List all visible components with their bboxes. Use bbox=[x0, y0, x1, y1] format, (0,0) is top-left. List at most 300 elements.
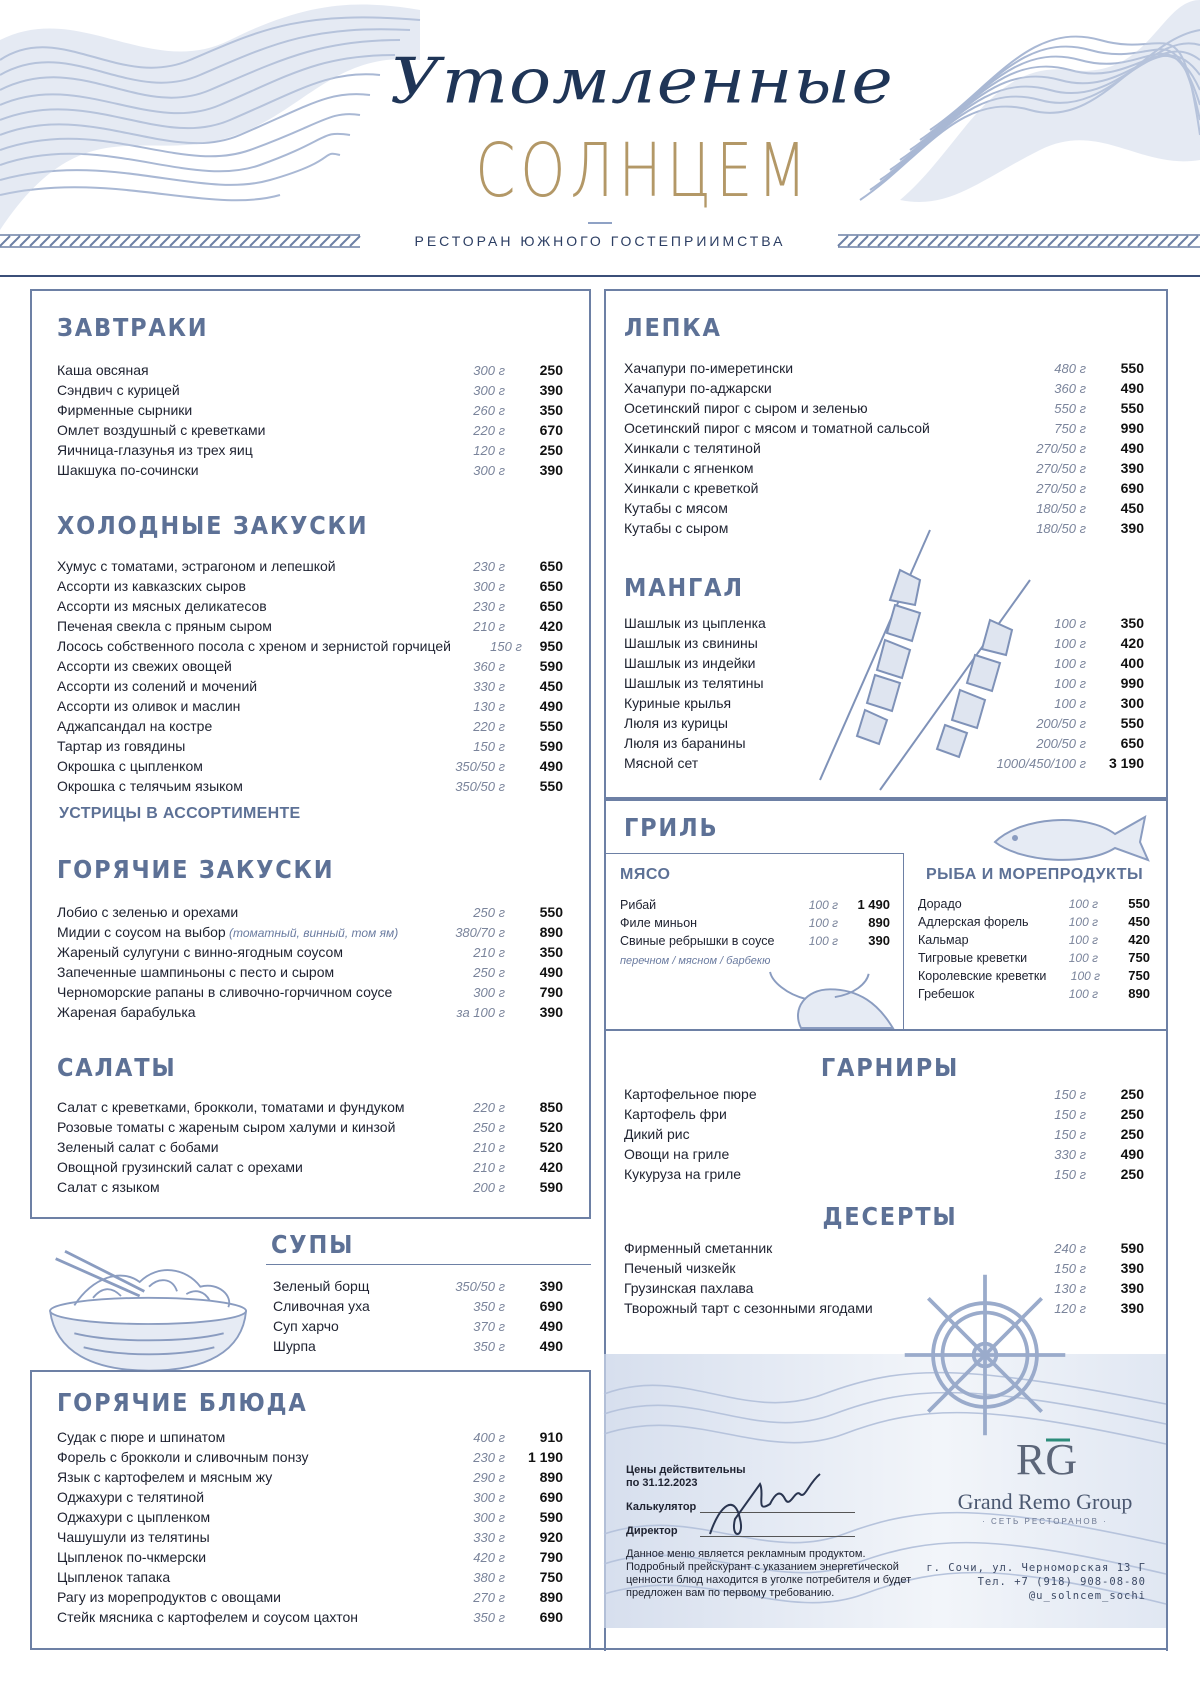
menu-item bbox=[57, 1099, 563, 1119]
menu-item-price: 590 bbox=[539, 1179, 563, 1195]
menu-item bbox=[57, 442, 563, 462]
menu-item-price: 350 bbox=[539, 402, 563, 418]
menu-item-price: 490 bbox=[539, 758, 563, 774]
menu-item-name: Рагу из морепродуктов с овощами bbox=[57, 1589, 281, 1605]
menu-item-weight: 300 г bbox=[473, 463, 505, 478]
menu-item bbox=[624, 480, 1144, 500]
menu-item bbox=[918, 932, 1150, 950]
restaurant-subtitle: РЕСТОРАН ЮЖНОГО ГОСТЕПРИИМСТВА bbox=[414, 233, 786, 249]
menu-item-weight: 300 г bbox=[473, 1510, 505, 1525]
section-title-soups: СУПЫ bbox=[271, 1230, 355, 1259]
menu-item-price: 550 bbox=[1120, 715, 1144, 731]
menu-item-price: 390 bbox=[1120, 1280, 1144, 1296]
menu-item-weight: 200 г bbox=[473, 1180, 505, 1195]
menu-item-price: 590 bbox=[539, 658, 563, 674]
menu-item-weight: 250 г bbox=[473, 965, 505, 980]
waves-illustration bbox=[0, 0, 420, 240]
menu-item-name: Жареный сулугуни с винно-ягодным соусом bbox=[57, 944, 343, 960]
menu-item-price: 1 190 bbox=[527, 1449, 563, 1465]
menu-item-name: Люля из курицы bbox=[624, 715, 728, 731]
menu-item-price: 520 bbox=[539, 1139, 563, 1155]
signature-mark bbox=[700, 1464, 830, 1544]
menu-item-price: 750 bbox=[539, 1569, 563, 1585]
menu-item-price: 650 bbox=[539, 558, 563, 574]
menu-item-price: 890 bbox=[539, 924, 563, 940]
menu-item bbox=[918, 896, 1150, 914]
menu-item-price: 390 bbox=[539, 1278, 563, 1294]
menu-item-price: 550 bbox=[539, 778, 563, 794]
menu-item-weight: 370 г bbox=[473, 1319, 505, 1334]
menu-item bbox=[624, 1106, 1144, 1126]
menu-list-lepka bbox=[624, 360, 1144, 540]
menu-item-name: Оджахури с цыпленком bbox=[57, 1509, 211, 1525]
oysters-note: УСТРИЦЫ В АССОРТИМЕНТЕ bbox=[59, 805, 301, 822]
menu-item bbox=[624, 715, 1144, 735]
menu-item bbox=[918, 986, 1150, 1004]
menu-item-price: 690 bbox=[539, 1489, 563, 1505]
menu-item-name: Овощной грузинский салат с орехами bbox=[57, 1159, 303, 1175]
menu-item-name: Грузинская пахлава bbox=[624, 1280, 754, 1296]
menu-item bbox=[57, 598, 563, 618]
menu-item bbox=[57, 1139, 563, 1159]
grill-fish-title: РЫБА И МОРЕПРОДУКТЫ bbox=[926, 866, 1144, 883]
menu-item-price: 390 bbox=[539, 462, 563, 478]
menu-item-weight: 350 г bbox=[473, 1299, 505, 1314]
menu-item-weight: 220 г bbox=[473, 423, 505, 438]
menu-item-price: 490 bbox=[1120, 440, 1144, 456]
menu-item-weight: 120 г bbox=[1054, 1301, 1086, 1316]
menu-item-price: 390 bbox=[539, 382, 563, 398]
menu-item-name: Чашушули из телятины bbox=[57, 1529, 210, 1545]
menu-item-name: Картофельное пюре bbox=[624, 1086, 757, 1102]
menu-list-soups bbox=[273, 1278, 563, 1358]
menu-item-name: Черноморские рапаны в сливочно-горчичном соусе bbox=[57, 984, 393, 1000]
menu-item bbox=[624, 1240, 1144, 1260]
menu-item-price: 390 bbox=[868, 933, 890, 948]
menu-item-price: 920 bbox=[539, 1529, 563, 1545]
menu-item-weight: 100 г bbox=[808, 916, 838, 930]
menu-item bbox=[57, 678, 563, 698]
menu-item bbox=[620, 933, 890, 951]
menu-item bbox=[624, 460, 1144, 480]
restaurant-script-title: Утомленные bbox=[390, 44, 894, 118]
menu-item bbox=[57, 1179, 563, 1199]
menu-item-weight: за 100 г bbox=[456, 1005, 505, 1020]
menu-item-weight: 290 г bbox=[473, 1470, 505, 1485]
menu-item-weight: 150 г bbox=[490, 639, 522, 654]
menu-header bbox=[0, 0, 1200, 262]
header-divider bbox=[0, 275, 1200, 277]
menu-item-name: Люля из баранины bbox=[624, 735, 746, 751]
menu-item bbox=[57, 778, 563, 798]
menu-item-name: Форель с брокколи и сливочным понзу bbox=[57, 1449, 309, 1465]
menu-item-weight: 130 г bbox=[473, 699, 505, 714]
menu-item-price: 250 bbox=[1120, 1126, 1144, 1142]
menu-item bbox=[57, 1569, 563, 1589]
soups-panel-border bbox=[266, 1264, 591, 1266]
menu-item-name: Ассорти из оливок и маслин bbox=[57, 698, 241, 714]
menu-item-name: Сливочная уха bbox=[273, 1298, 370, 1314]
menu-item-weight: 100 г bbox=[1068, 897, 1098, 911]
menu-item-weight: 330 г bbox=[473, 679, 505, 694]
menu-item-name: Цыпленок по-чкмерски bbox=[57, 1549, 207, 1565]
menu-item bbox=[57, 944, 563, 964]
menu-list-mains bbox=[57, 1429, 563, 1629]
menu-item-price: 250 bbox=[539, 442, 563, 458]
menu-item-weight: 270/50 г bbox=[1036, 441, 1086, 456]
menu-item-name: Гребешок bbox=[918, 987, 975, 1001]
menu-item-weight: 100 г bbox=[1054, 616, 1086, 631]
menu-item-name: Дикий рис bbox=[624, 1126, 690, 1142]
menu-item bbox=[57, 638, 563, 658]
menu-item-price: 490 bbox=[539, 1318, 563, 1334]
menu-item bbox=[918, 950, 1150, 968]
menu-item-name: Шакшука по-сочински bbox=[57, 462, 199, 478]
menu-item bbox=[57, 738, 563, 758]
menu-item-weight: 270 г bbox=[473, 1590, 505, 1605]
menu-item-name: Хинкали с телятиной bbox=[624, 440, 761, 456]
menu-item bbox=[57, 558, 563, 578]
menu-item bbox=[624, 1146, 1144, 1166]
menu-item-name: Овощи на гриле bbox=[624, 1146, 730, 1162]
menu-item-weight: 100 г bbox=[1068, 987, 1098, 1001]
menu-item-name: Лосось собственного посола с хреном и зернистой горчицей bbox=[57, 638, 451, 654]
section-title-garnish: ГАРНИРЫ bbox=[820, 1053, 960, 1082]
menu-item-name: Каша овсяная bbox=[57, 362, 149, 378]
menu-item-name: Шашлык из цыпленка bbox=[624, 615, 766, 631]
menu-item-price: 890 bbox=[1128, 986, 1150, 1001]
menu-item-price: 390 bbox=[1120, 460, 1144, 476]
waves-illustration bbox=[860, 0, 1200, 240]
menu-item-price: 400 bbox=[1120, 655, 1144, 671]
menu-item-price: 450 bbox=[1120, 500, 1144, 516]
menu-item bbox=[57, 578, 563, 598]
menu-item-name: Хинкали с креветкой bbox=[624, 480, 759, 496]
menu-list-mangal bbox=[624, 615, 1144, 775]
menu-item-price: 390 bbox=[1120, 1300, 1144, 1316]
menu-item-price: 650 bbox=[1120, 735, 1144, 751]
menu-item bbox=[624, 420, 1144, 440]
menu-item-name: Кутабы с сыром bbox=[624, 520, 729, 536]
menu-item bbox=[57, 1549, 563, 1569]
section-title-desserts: ДЕСЕРТЫ bbox=[822, 1202, 958, 1231]
section-title-breakfast: ЗАВТРАКИ bbox=[57, 313, 209, 342]
menu-item-name: Окрошка с телячьим языком bbox=[57, 778, 243, 794]
menu-item bbox=[57, 1589, 563, 1609]
menu-item-weight: 200/50 г bbox=[1036, 716, 1086, 731]
menu-item bbox=[624, 675, 1144, 695]
menu-item-weight: 210 г bbox=[473, 945, 505, 960]
menu-item bbox=[57, 1119, 563, 1139]
menu-item-weight: 300 г bbox=[473, 363, 505, 378]
menu-item-price: 790 bbox=[539, 1549, 563, 1565]
menu-item-weight: 250 г bbox=[473, 905, 505, 920]
menu-item-weight: 330 г bbox=[1054, 1147, 1086, 1162]
brand-tagline: · СЕТЬ РЕСТОРАНОВ · bbox=[982, 1517, 1108, 1526]
menu-item bbox=[624, 380, 1144, 400]
menu-item-name: Аджапсандал на костре bbox=[57, 718, 213, 734]
menu-item-weight: 750 г bbox=[1054, 421, 1086, 436]
menu-item bbox=[57, 618, 563, 638]
menu-item-name: Ассорти из солений и мочений bbox=[57, 678, 258, 694]
price-validity-line1: Цены действительны bbox=[626, 1464, 746, 1476]
menu-item-weight: 230 г bbox=[473, 1450, 505, 1465]
bottom-divider bbox=[30, 1648, 1168, 1650]
menu-item bbox=[624, 1086, 1144, 1106]
menu-list-breakfast bbox=[57, 362, 563, 482]
menu-item-name: Оджахури с телятиной bbox=[57, 1489, 205, 1505]
menu-item-price: 250 bbox=[1120, 1086, 1144, 1102]
price-validity-line2: по 31.12.2023 bbox=[626, 1477, 698, 1489]
menu-item-name: Осетинский пирог с сыром и зеленью bbox=[624, 400, 868, 416]
menu-item-weight: 380 г bbox=[473, 1570, 505, 1585]
menu-item-name: Шашлык из телятины bbox=[624, 675, 764, 691]
menu-item-weight: 360 г bbox=[473, 659, 505, 674]
calculator-label: Калькулятор bbox=[626, 1501, 697, 1513]
menu-item bbox=[57, 698, 563, 718]
rope-border bbox=[838, 234, 1200, 248]
menu-item-price: 490 bbox=[539, 964, 563, 980]
menu-item-price: 690 bbox=[539, 1609, 563, 1625]
menu-item-name: Стейк мясника с картофелем и соусом цахтон bbox=[57, 1609, 359, 1625]
menu-item-name: Адлерская форель bbox=[918, 915, 1029, 929]
menu-item-name: Яичница-глазунья из трех яиц bbox=[57, 442, 253, 458]
menu-list-grill-meat bbox=[620, 897, 890, 951]
menu-item bbox=[57, 1449, 563, 1469]
menu-item-price: 420 bbox=[539, 1159, 563, 1175]
menu-item-name: Печеная свекла с пряным сыром bbox=[57, 618, 272, 634]
menu-item-price: 3 190 bbox=[1108, 755, 1144, 771]
menu-item-name: Филе миньон bbox=[620, 916, 698, 930]
menu-item-weight: 480 г bbox=[1054, 361, 1086, 376]
menu-item-weight: 220 г bbox=[473, 1100, 505, 1115]
menu-item-weight: 270/50 г bbox=[1036, 481, 1086, 496]
menu-item-weight: 300 г bbox=[473, 579, 505, 594]
menu-item bbox=[624, 615, 1144, 635]
menu-item bbox=[57, 382, 563, 402]
menu-item-price: 450 bbox=[539, 678, 563, 694]
menu-item bbox=[624, 400, 1144, 420]
menu-item-name: Фирменный сметанник bbox=[624, 1240, 773, 1256]
menu-item-price: 490 bbox=[1120, 380, 1144, 396]
disclaimer-line-3: ценности блюд находится в уголке потребителя и будет bbox=[626, 1574, 912, 1586]
ribs-sauce-note: перечном / мясном / барбекю bbox=[620, 955, 771, 967]
menu-item-weight: 100 г bbox=[1054, 676, 1086, 691]
restaurant-social: @u_solncem_sochi bbox=[1028, 1590, 1146, 1602]
menu-item-price: 690 bbox=[539, 1298, 563, 1314]
fish-illustration bbox=[990, 812, 1150, 862]
menu-item-weight: 100 г bbox=[808, 898, 838, 912]
grill-meat-title: МЯСО bbox=[620, 866, 671, 883]
menu-item bbox=[624, 360, 1144, 380]
menu-item bbox=[57, 422, 563, 442]
menu-item-weight: 100 г bbox=[1054, 636, 1086, 651]
menu-item-name: Хачапури по-аджарски bbox=[624, 380, 772, 396]
ship-wheel-illustration bbox=[900, 1270, 1070, 1440]
menu-item-price: 550 bbox=[1120, 400, 1144, 416]
menu-item-weight: 120 г bbox=[473, 443, 505, 458]
menu-list-cold-starters bbox=[57, 558, 563, 798]
menu-item bbox=[273, 1298, 563, 1318]
menu-item-weight: 380/70 г bbox=[455, 925, 505, 940]
menu-item-weight: 220 г bbox=[473, 719, 505, 734]
menu-item bbox=[620, 897, 890, 915]
menu-item-price: 550 bbox=[1128, 896, 1150, 911]
menu-item-name: Шашлык из свинины bbox=[624, 635, 758, 651]
menu-item-name: Розовые томаты с жареным сыром халуми и кинзой bbox=[57, 1119, 396, 1135]
menu-item-price: 390 bbox=[1120, 520, 1144, 536]
menu-item-name: Рибай bbox=[620, 898, 657, 912]
menu-item-price: 390 bbox=[539, 1004, 563, 1020]
menu-item-price: 490 bbox=[1120, 1146, 1144, 1162]
menu-item-weight: 300 г bbox=[473, 985, 505, 1000]
menu-item-weight: 240 г bbox=[1054, 1241, 1086, 1256]
menu-item-price: 750 bbox=[1128, 968, 1150, 983]
menu-item-weight: 350/50 г bbox=[455, 779, 505, 794]
menu-item-name: Лобио с зеленью и орехами bbox=[57, 904, 239, 920]
menu-item-price: 910 bbox=[539, 1429, 563, 1445]
menu-item-weight: 250 г bbox=[473, 1120, 505, 1135]
menu-item-price: 520 bbox=[539, 1119, 563, 1135]
menu-item-weight: 130 г bbox=[1054, 1281, 1086, 1296]
menu-item-price: 490 bbox=[539, 698, 563, 714]
svg-text:RG: RG bbox=[1016, 1435, 1078, 1484]
section-title-salads: САЛАТЫ bbox=[57, 1053, 177, 1082]
menu-item-name: Омлет воздушный с креветками bbox=[57, 422, 266, 438]
menu-item-price: 990 bbox=[1120, 420, 1144, 436]
restaurant-phone: Тел. +7 (918) 908-08-80 bbox=[977, 1576, 1146, 1588]
menu-item bbox=[624, 655, 1144, 675]
menu-item-name: Салат с креветками, брокколи, томатами и фундуком bbox=[57, 1099, 405, 1115]
menu-item-name: Язык с картофелем и мясным жу bbox=[57, 1469, 273, 1485]
menu-item-price: 750 bbox=[1128, 950, 1150, 965]
menu-item-name: Тигровые креветки bbox=[918, 951, 1028, 965]
menu-item-name: Ассорти из мясных деликатесов bbox=[57, 598, 267, 614]
menu-item-price: 350 bbox=[539, 944, 563, 960]
menu-item-price: 790 bbox=[539, 984, 563, 1000]
menu-item bbox=[273, 1338, 563, 1358]
menu-item-weight: 350/50 г bbox=[455, 759, 505, 774]
menu-item-price: 350 bbox=[1120, 615, 1144, 631]
menu-item-price: 420 bbox=[1128, 932, 1150, 947]
menu-item-weight: 350 г bbox=[473, 1610, 505, 1625]
menu-item-price: 450 bbox=[1128, 914, 1150, 929]
menu-item-price: 300 bbox=[1120, 695, 1144, 711]
menu-item-name: Тартар из говядины bbox=[57, 738, 186, 754]
restaurant-title: СОЛНЦЕМ bbox=[475, 128, 812, 214]
menu-item bbox=[624, 1126, 1144, 1146]
mussels-sauce-note: (томатный, винный, том ям) bbox=[225, 926, 399, 940]
menu-item bbox=[624, 1166, 1144, 1186]
menu-item bbox=[57, 1429, 563, 1449]
section-title-lepka: ЛЕПКА bbox=[624, 313, 722, 342]
menu-item-weight: 180/50 г bbox=[1036, 501, 1086, 516]
menu-item bbox=[57, 1609, 563, 1629]
brand-name: Grand Remo Group bbox=[957, 1489, 1133, 1514]
menu-list-grill-fish bbox=[918, 896, 1150, 1004]
menu-item-name: Цыпленок тапака bbox=[57, 1569, 171, 1585]
menu-item-price: 390 bbox=[1120, 1260, 1144, 1276]
menu-item-weight: 100 г bbox=[1054, 656, 1086, 671]
menu-item-weight: 100 г bbox=[1068, 933, 1098, 947]
rope-border bbox=[0, 234, 360, 248]
disclaimer-line-1: Данное меню является рекламным продуктом. bbox=[626, 1548, 866, 1560]
menu-item-price: 650 bbox=[539, 598, 563, 614]
menu-item-name: Кутабы с мясом bbox=[624, 500, 728, 516]
menu-item-weight: 100 г bbox=[1068, 915, 1098, 929]
menu-item-name: Хинкали с ягненком bbox=[624, 460, 754, 476]
section-title-mangal: МАНГАЛ bbox=[624, 573, 744, 602]
menu-item-weight: 350 г bbox=[473, 1339, 505, 1354]
menu-item-name: Сэндвич с курицей bbox=[57, 382, 180, 398]
menu-item-name: Зеленый салат с бобами bbox=[57, 1139, 219, 1155]
menu-item-name: Мясной сет bbox=[624, 755, 699, 771]
section-title-grill: ГРИЛЬ bbox=[624, 813, 719, 842]
menu-item bbox=[57, 758, 563, 778]
menu-item bbox=[57, 964, 563, 984]
menu-item-price: 990 bbox=[1120, 675, 1144, 691]
menu-item-weight: 100 г bbox=[1070, 969, 1101, 983]
menu-item-weight: 230 г bbox=[473, 559, 505, 574]
menu-item-price: 590 bbox=[539, 738, 563, 754]
menu-item bbox=[57, 1004, 563, 1024]
menu-item-weight: 200/50 г bbox=[1036, 736, 1086, 751]
menu-item-weight: 150 г bbox=[1054, 1127, 1086, 1142]
menu-item-name: Жареная барабулька bbox=[57, 1004, 196, 1020]
menu-item-name: Запеченные шампиньоны с песто и сыром bbox=[57, 964, 335, 980]
menu-item-price: 590 bbox=[539, 1509, 563, 1525]
menu-item bbox=[624, 735, 1144, 755]
bull-illustration bbox=[760, 970, 900, 1028]
menu-item-price: 690 bbox=[1120, 480, 1144, 496]
disclaimer-line-4: предложен вам по первому требованию. bbox=[626, 1587, 835, 1599]
menu-item bbox=[57, 1469, 563, 1489]
menu-item-name: Салат с языком bbox=[57, 1179, 160, 1195]
menu-item bbox=[624, 500, 1144, 520]
menu-item-name: Хачапури по-имеретински bbox=[624, 360, 794, 376]
menu-item-weight: 300 г bbox=[473, 1490, 505, 1505]
menu-item bbox=[57, 1489, 563, 1509]
menu-item-name: Ассорти из свежих овощей bbox=[57, 658, 232, 674]
section-title-mains: ГОРЯЧИЕ БЛЮДА bbox=[57, 1388, 308, 1417]
menu-item bbox=[57, 904, 563, 924]
menu-item-price: 250 bbox=[1120, 1166, 1144, 1182]
menu-item-name: Куриные крылья bbox=[624, 695, 732, 711]
menu-item bbox=[57, 462, 563, 482]
menu-item bbox=[57, 984, 563, 1004]
menu-item-weight: 230 г bbox=[473, 599, 505, 614]
menu-item-weight: 150 г bbox=[1054, 1167, 1086, 1182]
menu-item bbox=[57, 658, 563, 678]
director-label: Директор bbox=[626, 1525, 678, 1537]
menu-item-weight: 270/50 г bbox=[1036, 461, 1086, 476]
menu-list-hot-starters bbox=[57, 904, 563, 1024]
menu-item-price: 950 bbox=[539, 638, 563, 654]
section-title-cold-starters: ХОЛОДНЫЕ ЗАКУСКИ bbox=[57, 511, 369, 540]
menu-list-garnish bbox=[624, 1086, 1144, 1186]
menu-item bbox=[57, 718, 563, 738]
menu-item-weight: 330 г bbox=[473, 1530, 505, 1545]
menu-item-weight: 150 г bbox=[473, 739, 505, 754]
menu-item bbox=[57, 1509, 563, 1529]
menu-item-name: Ассорти из кавказских сыров bbox=[57, 578, 246, 594]
menu-item-price: 550 bbox=[1120, 360, 1144, 376]
menu-item-price: 850 bbox=[539, 1099, 563, 1115]
menu-item bbox=[273, 1318, 563, 1338]
menu-item bbox=[57, 362, 563, 382]
menu-item-name: Кукуруза на гриле bbox=[624, 1166, 742, 1182]
menu-item bbox=[273, 1278, 563, 1298]
